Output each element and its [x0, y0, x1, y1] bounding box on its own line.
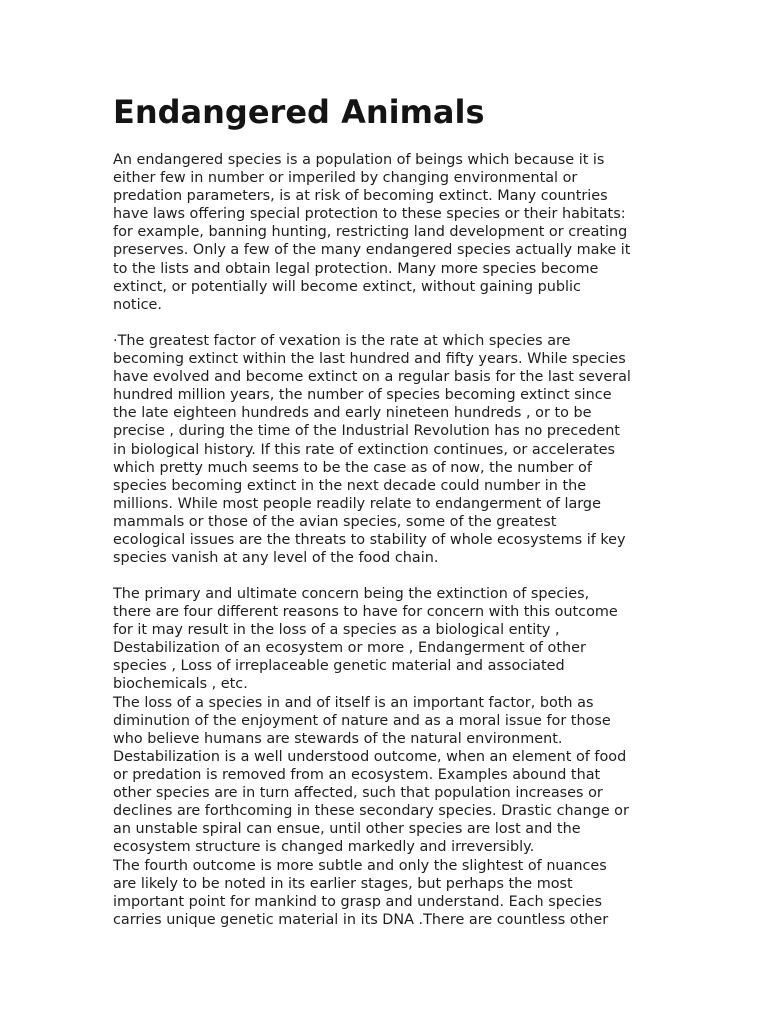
- text-line: ·The greatest factor of vexation is the rate at which species are: [113, 333, 571, 349]
- text-line: for it may result in the loss of a species as a biological entity ,: [113, 622, 560, 639]
- text-line: The loss of a species in and of itself is an important factor, both as: [113, 695, 594, 711]
- paragraph-extinction-rate: [113, 332, 631, 567]
- text-line: declines are forthcoming in these secondary species. Drastic change or: [113, 803, 629, 820]
- text-line: the late eighteen hundreds and early nineteen hundreds , or to be: [113, 405, 592, 422]
- text-line: Destabilization of an ecosystem or more , Endangerment of other: [113, 640, 586, 657]
- text-line: millions. While most people readily relate to endangerment of large: [113, 495, 601, 512]
- text-line: biochemicals , etc.: [113, 676, 248, 693]
- text-line: precise , during the time of the Industrial Revolution has no precedent: [113, 423, 620, 440]
- text-line: becoming extinct within the last hundred and fifty years. While species: [113, 351, 626, 368]
- text-line: there are four different reasons to have for concern with this outcome: [113, 604, 618, 621]
- text-line: An endangered species is a population of beings which because it is: [113, 152, 605, 168]
- paragraph-genetic-material: [113, 857, 608, 929]
- text-line: for example, banning hunting, restricting land development or creating: [113, 224, 628, 241]
- text-line: an unstable spiral can ensue, until other species are lost and the: [113, 821, 581, 838]
- text-line: extinct, or potentially will become extinct, without gaining public: [113, 278, 581, 295]
- text-line: have evolved and become extinct on a regular basis for the last several: [113, 369, 631, 386]
- text-line: are likely to be noted in its earlier stages, but perhaps the most: [113, 876, 573, 893]
- text-line: The fourth outcome is more subtle and only the slightest of nuances: [113, 858, 607, 874]
- text-line: preserves. Only a few of the many endangered species actually make it: [113, 242, 631, 259]
- text-line: or predation is removed from an ecosystem. Examples abound that: [113, 767, 601, 784]
- text-line: carries unique genetic material in its DNA .There are countless other: [113, 912, 609, 929]
- paragraph-species-loss: [113, 694, 611, 748]
- text-line: hundred million years, the number of species becoming extinct since: [113, 387, 612, 404]
- text-line: ecosystem structure is changed markedly and irreversibly.: [113, 839, 535, 856]
- text-line: diminution of the enjoyment of nature and as a moral issue for those: [113, 713, 611, 730]
- text-line: important point for mankind to grasp and understand. Each species: [113, 894, 602, 911]
- text-line: either few in number or imperiled by changing environmental or: [113, 170, 578, 187]
- text-line: who believe humans are stewards of the natural environment.: [113, 731, 563, 748]
- text-line: Destabilization is a well understood outcome, when an element of food: [113, 749, 627, 765]
- text-line: notice.: [113, 296, 162, 313]
- document-title: Endangered Animals: [113, 93, 485, 131]
- paragraph-concerns: [113, 585, 618, 694]
- paragraph-destabilization: [113, 748, 629, 857]
- text-line: species becoming extinct in the next decade could number in the: [113, 477, 587, 494]
- text-line: ecological issues are the threats to stability of whole ecosystems if key: [113, 532, 626, 549]
- text-line: species , Loss of irreplaceable genetic material and associated: [113, 658, 565, 675]
- text-line: have laws offering special protection to these species or their habitats:: [113, 206, 626, 223]
- paragraph-definition: [113, 151, 630, 314]
- text-line: mammals or those of the avian species, some of the greatest: [113, 513, 557, 530]
- text-line: to the lists and obtain legal protection. Many more species become: [113, 260, 599, 277]
- text-line: The primary and ultimate concern being the extinction of species,: [113, 586, 590, 602]
- text-line: in biological history. If this rate of extinction continues, or accelerates: [113, 441, 615, 458]
- text-line: species vanish at any level of the food chain.: [113, 550, 439, 567]
- text-line: which pretty much seems to be the case as of now, the number of: [113, 459, 592, 476]
- text-line: predation parameters, is at risk of becoming extinct. Many countries: [113, 188, 608, 205]
- text-line: other species are in turn affected, such that population increases or: [113, 785, 603, 802]
